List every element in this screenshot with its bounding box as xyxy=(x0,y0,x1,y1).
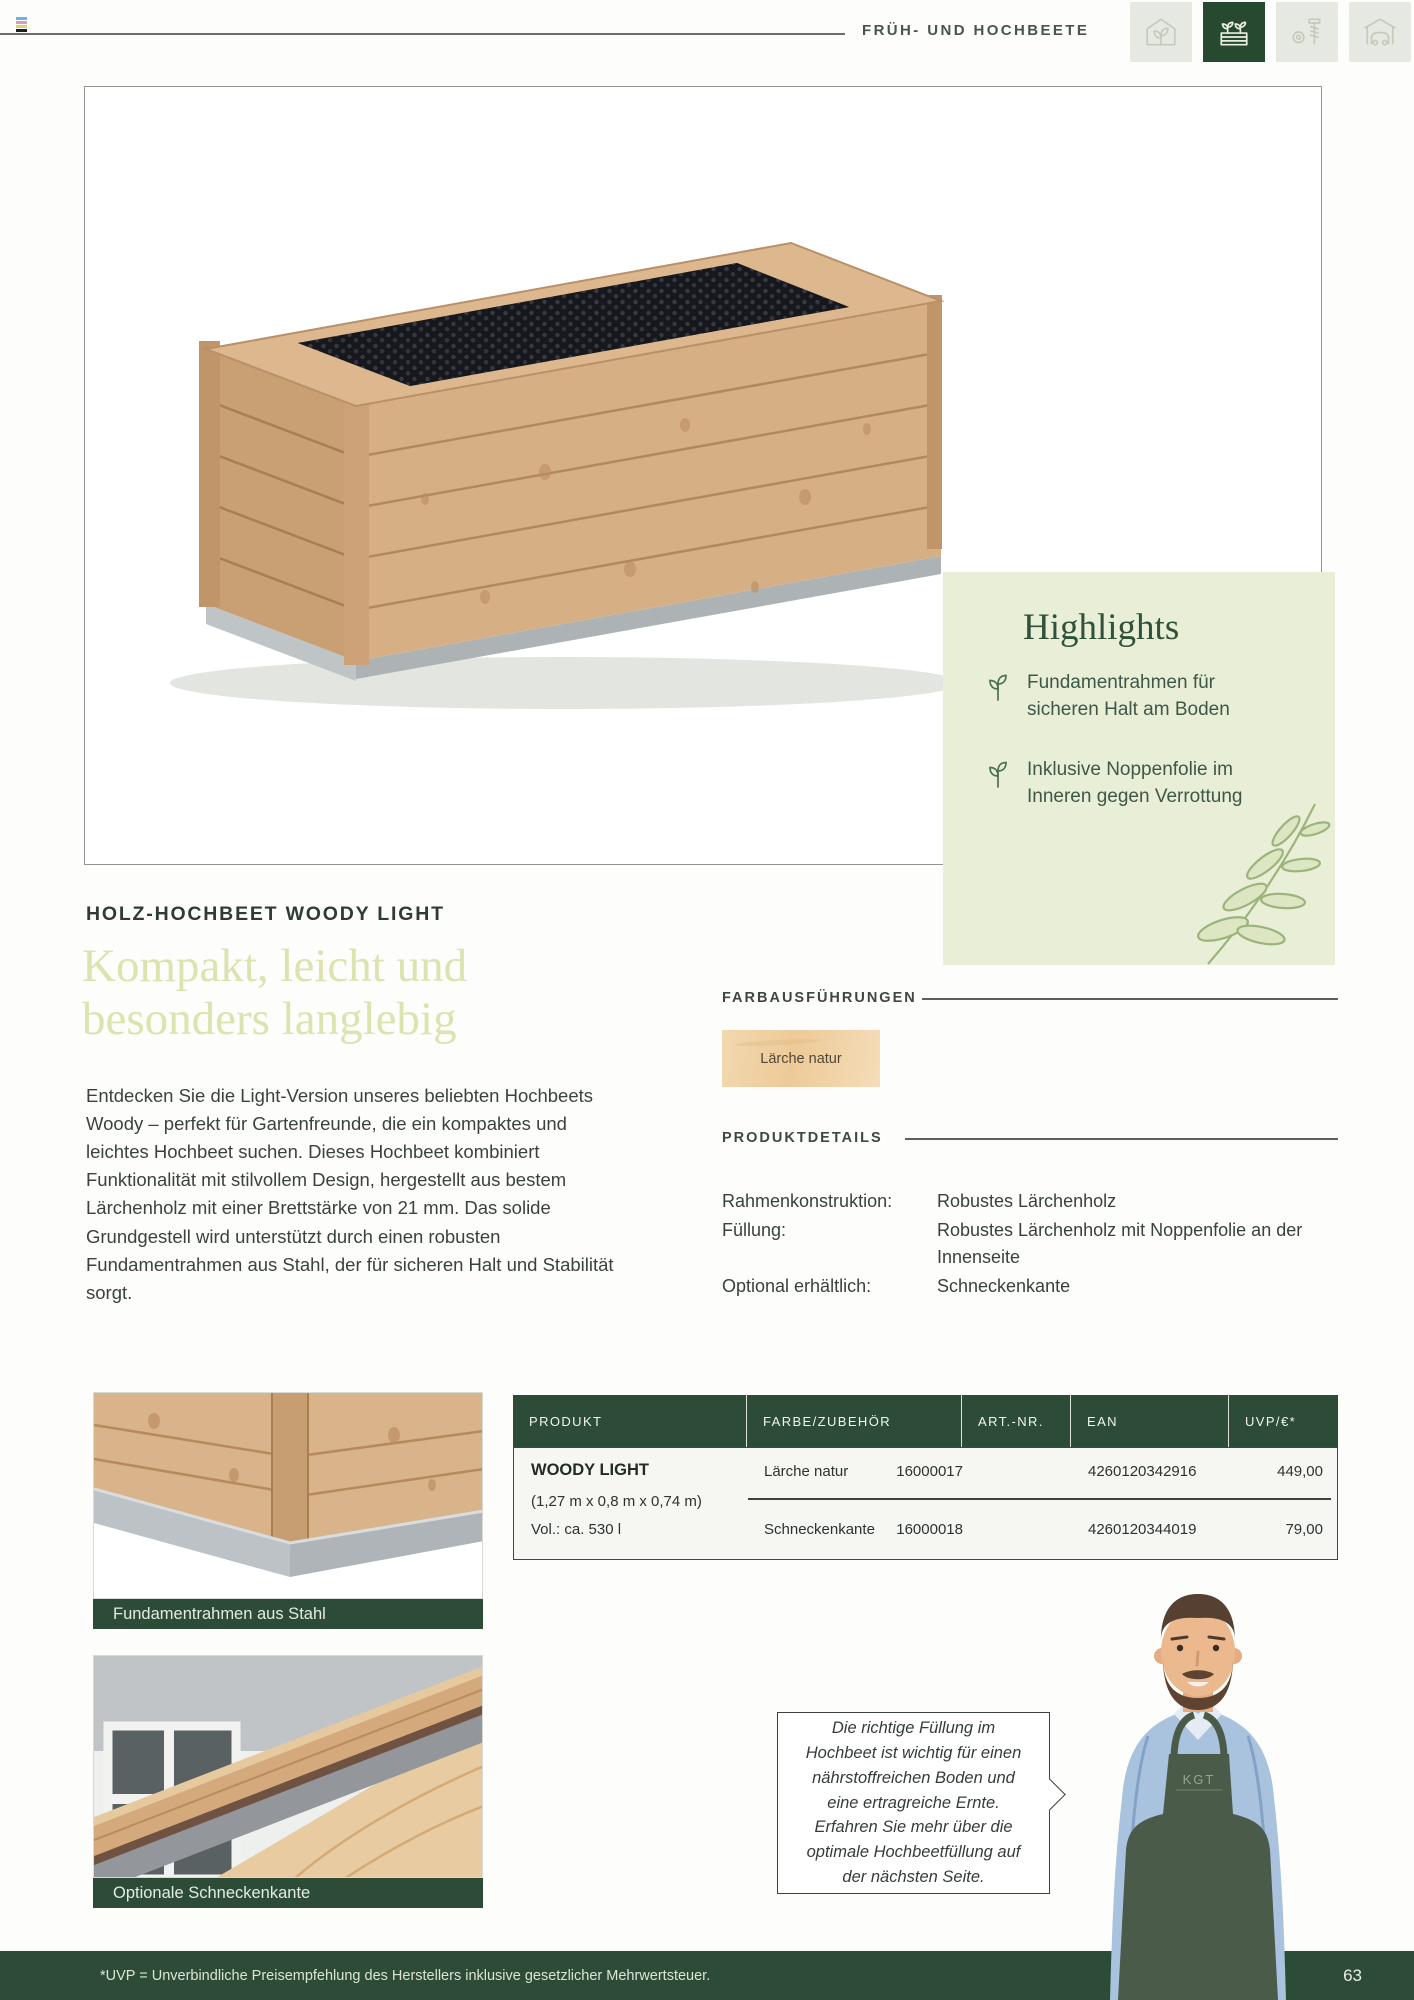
row-farbe: Schneckenkante xyxy=(764,1521,875,1538)
product-headline: Kompakt, leicht und besonders langlebig xyxy=(82,940,468,1045)
footer-note: *UVP = Unverbindliche Preisempfehlung des Herstellers inklusive gesetzlicher Mehrwertsteuer. xyxy=(100,1967,711,1984)
tab-hardware[interactable] xyxy=(1276,2,1338,62)
detail-value: Robustes Lärchenholz xyxy=(937,1191,1117,1211)
row-uvp: 449,00 xyxy=(1277,1463,1323,1480)
apron-logo: KGT xyxy=(1182,1772,1216,1787)
header-rule xyxy=(0,33,845,35)
row-ean: 4260120342916 xyxy=(1088,1463,1197,1480)
details-section-title: PRODUKTDETAILS xyxy=(722,1130,883,1146)
col-produkt: PRODUKT xyxy=(513,1395,747,1447)
product-details xyxy=(722,1188,1338,1300)
col-uvp: UVP/€* xyxy=(1245,1413,1297,1429)
col-farbe: FARBE/ZUBEHÖR xyxy=(747,1395,962,1447)
detail-label: Füllung: xyxy=(722,1220,787,1240)
figure-foundation-frame xyxy=(93,1392,483,1629)
highlights-title: Highlights xyxy=(1023,607,1180,648)
product-volume: Vol.: ca. 530 l xyxy=(531,1521,622,1538)
col-artnr: ART.-NR. xyxy=(962,1395,1071,1447)
section-rule xyxy=(905,1138,1338,1140)
highlights-box xyxy=(943,572,1335,965)
row-artnr: 16000018 xyxy=(896,1521,963,1538)
row-artnr: 16000017 xyxy=(896,1463,963,1480)
figure-snail-edge xyxy=(93,1655,483,1908)
detail-label: Rahmenkonstruktion: xyxy=(722,1191,893,1211)
tip-text: Die richtige Füllung im Hochbeet ist wichtig für einen nährstoffreichen Boden und eine ertragreiche Ernte. Erfahren Sie mehr über die optimale Hochbeetfüllung auf der nächsten Seite. xyxy=(805,1719,1022,1886)
product-name: WOODY LIGHT xyxy=(531,1461,649,1479)
screw-icon xyxy=(1289,14,1325,50)
detail-value: Schneckenkante xyxy=(937,1276,1071,1296)
colors-section-title: FARBAUSFÜHRUNGEN xyxy=(722,990,917,1006)
wood-swatch[interactable] xyxy=(722,1030,880,1087)
tab-raised-beds[interactable] xyxy=(1203,2,1265,62)
figure-caption: Optionale Schneckenkante xyxy=(93,1878,483,1908)
highlight-item: Inklusive Noppenfolie im Inneren gegen Verrottung xyxy=(985,757,1277,811)
table-header xyxy=(513,1395,1338,1447)
row-farbe: Lärche natur xyxy=(764,1463,849,1480)
section-nav xyxy=(1130,2,1411,62)
snail-edge-photo xyxy=(94,1656,483,1878)
table-body xyxy=(513,1447,1338,1560)
raised-bed-icon xyxy=(1216,14,1252,50)
gardener-photo xyxy=(1056,1568,1340,2000)
sprout-icon xyxy=(985,759,1011,789)
section-rule xyxy=(922,998,1338,1000)
carport-icon xyxy=(1362,14,1398,50)
row-ean: 4260120344019 xyxy=(1088,1521,1197,1538)
tip-bubble xyxy=(777,1712,1050,1894)
print-registration-mark xyxy=(16,17,27,33)
detail-value: Robustes Lärchenholz mit Noppenfolie an der Innenseite xyxy=(937,1220,1303,1267)
section-title: FRÜH- UND HOCHBEETE xyxy=(862,22,1090,39)
product-dimensions: (1,27 m x 0,8 m x 0,74 m) xyxy=(531,1493,702,1510)
sprout-icon xyxy=(985,672,1011,702)
tab-greenhouse[interactable] xyxy=(1130,2,1192,62)
col-ean: EAN xyxy=(1071,1395,1229,1447)
row-divider xyxy=(748,1498,1331,1500)
row-uvp: 79,00 xyxy=(1285,1521,1323,1538)
page-number: 63 xyxy=(1343,1965,1362,1985)
tab-carport[interactable] xyxy=(1349,2,1411,62)
leaf-branch-decoration xyxy=(1183,789,1333,969)
swatch-label: Lärche natur xyxy=(760,1050,842,1067)
figure-caption: Fundamentrahmen aus Stahl xyxy=(93,1599,483,1629)
product-kicker: HOLZ-HOCHBEET WOODY LIGHT xyxy=(86,903,445,925)
gardener-illustration xyxy=(1056,1568,1340,2000)
product-description: Entdecken Sie die Light-Version unseres beliebten Hochbeets Woody – perfekt für Gartenfreunde, die ein kompaktes und leichtes Hochbeet suchen. Dieses Hochbeet kombiniert Funktionalität mit stilvollem Design, hergestellt aus bestem Lärchenholz mit einer Brettstärke von 21 mm. Das solide Grundgestell wird unterstützt durch einen robusten Fundamentrahmen aus Stahl, der für sicheren Halt und Stabilität sorgt. xyxy=(86,1085,614,1303)
foundation-frame-photo xyxy=(94,1393,483,1599)
greenhouse-icon xyxy=(1143,14,1179,50)
highlight-item: Fundamentrahmen für sicheren Halt am Boden xyxy=(985,670,1277,724)
detail-label: Optional erhältlich: xyxy=(722,1276,872,1296)
